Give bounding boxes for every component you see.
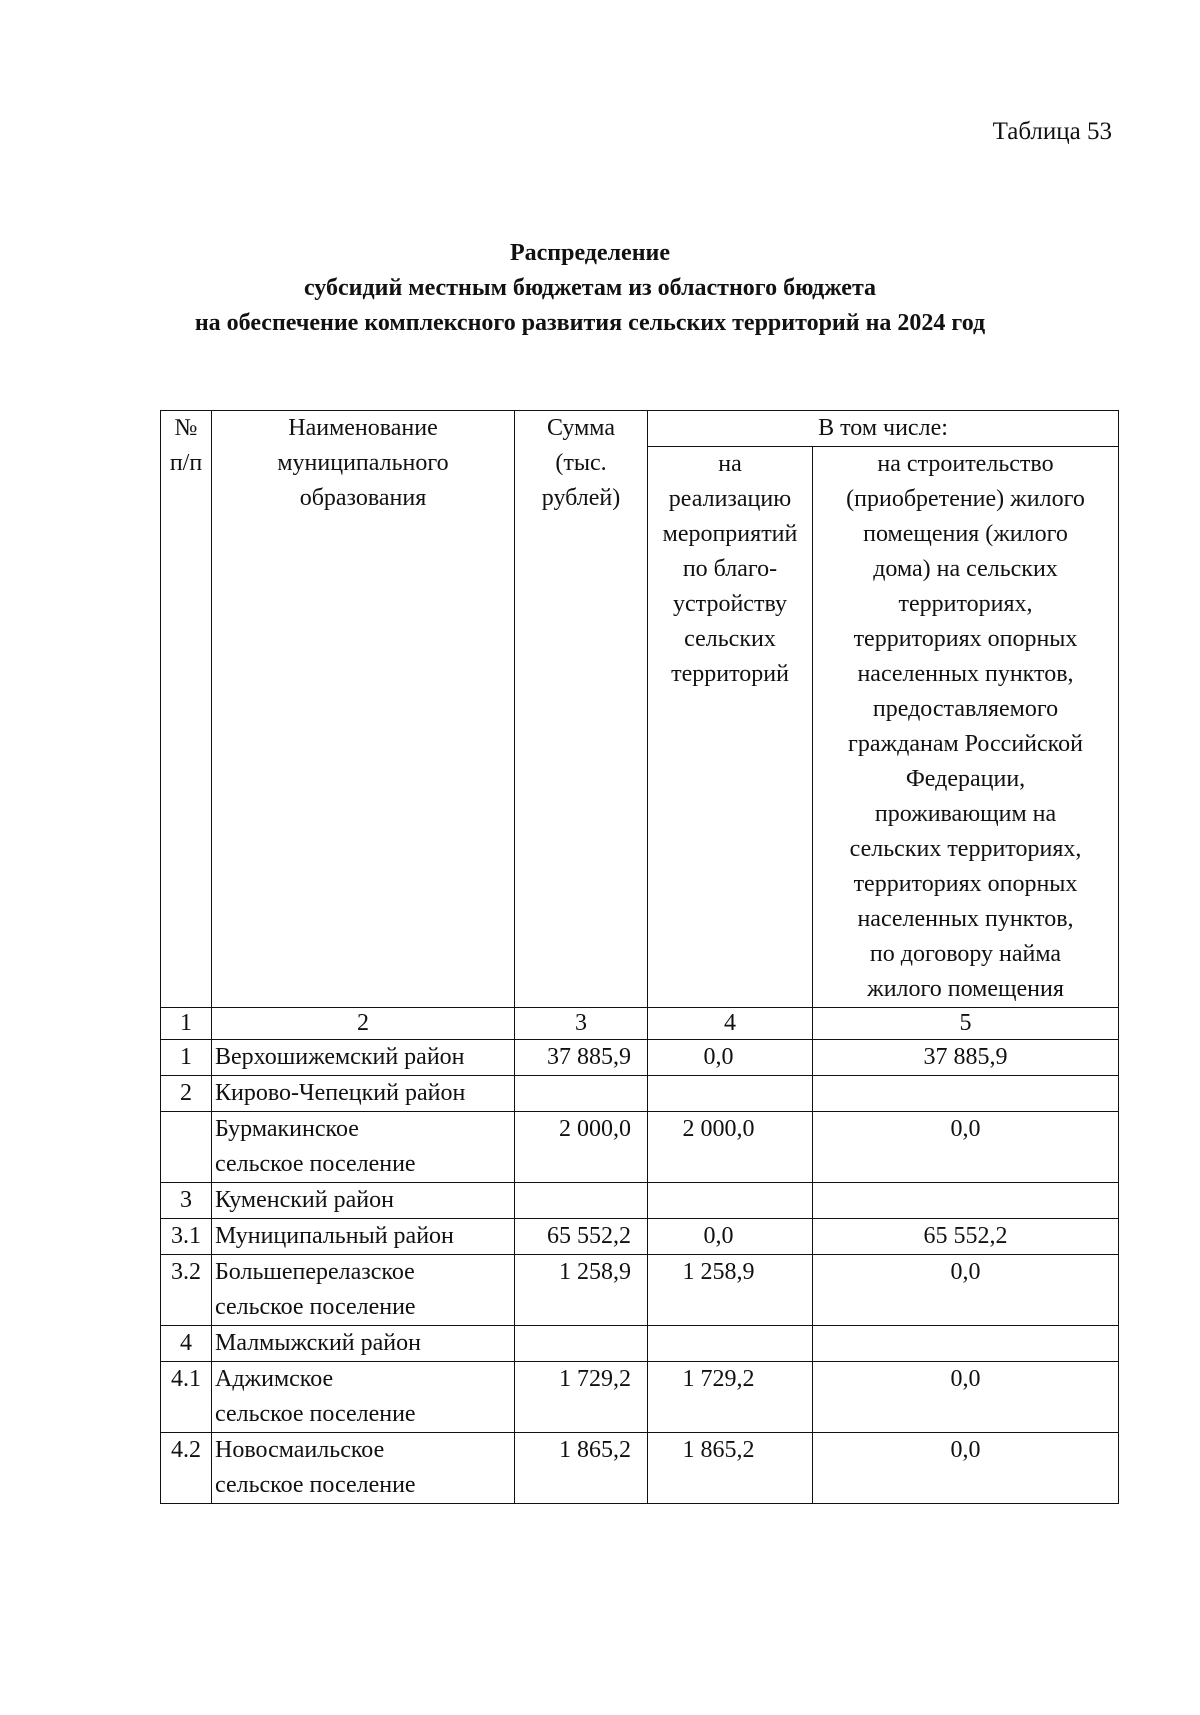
row-housing bbox=[813, 1326, 1119, 1362]
row-number: 4.2 bbox=[161, 1433, 212, 1504]
header-line: п/п bbox=[169, 450, 203, 476]
header-row-1 bbox=[161, 411, 1119, 447]
header-line: по договору найма bbox=[869, 941, 1062, 967]
row-name-line: Бурмакинское bbox=[215, 1116, 359, 1142]
row-sum: 1 865,2 bbox=[515, 1433, 648, 1504]
row-housing: 0,0 bbox=[813, 1112, 1119, 1183]
row-landscaping: 2 000,0 bbox=[648, 1112, 813, 1183]
header-col4 bbox=[648, 447, 813, 1008]
title-line-1: Распределение bbox=[509, 240, 671, 266]
header-line: территориях опорных bbox=[853, 871, 1078, 897]
row-sum: 1 729,2 bbox=[515, 1362, 648, 1433]
column-index-1: 1 bbox=[161, 1008, 212, 1040]
row-name-line: Большеперелазское bbox=[215, 1259, 415, 1285]
row-name-line: Новосмаильское bbox=[215, 1437, 385, 1463]
header-line: реализацию bbox=[668, 486, 792, 512]
header-line: № bbox=[174, 415, 198, 441]
title-line-3: на обеспечение комплексного развития сельских территорий на 2024 год bbox=[194, 310, 986, 336]
header-line: муниципального bbox=[277, 450, 449, 476]
header-num bbox=[161, 411, 212, 1008]
row-name-line: Муниципальный район bbox=[215, 1223, 454, 1249]
header-sum bbox=[515, 411, 648, 1008]
table-row bbox=[161, 1362, 1119, 1433]
row-number: 1 bbox=[161, 1040, 212, 1076]
row-sum: 2 000,0 bbox=[515, 1112, 648, 1183]
header-line: населенных пунктов, bbox=[857, 906, 1074, 932]
header-line: (тыс. bbox=[555, 450, 607, 476]
header-line: населенных пунктов, bbox=[857, 661, 1074, 687]
row-landscaping: 0,0 bbox=[648, 1040, 813, 1076]
header-including: В том числе: bbox=[648, 411, 1119, 447]
row-number: 3.1 bbox=[161, 1219, 212, 1255]
header-line: сельских bbox=[684, 626, 776, 652]
row-name-line: сельское поселение bbox=[215, 1472, 416, 1498]
table-row bbox=[161, 1326, 1119, 1362]
table-row bbox=[161, 1433, 1119, 1504]
row-name bbox=[212, 1219, 515, 1255]
table-number-label: Таблица 53 bbox=[992, 118, 1112, 145]
header-line: по благо- bbox=[682, 556, 778, 582]
row-sum: 65 552,2 bbox=[515, 1219, 648, 1255]
table-row bbox=[161, 1183, 1119, 1219]
table-row bbox=[161, 1219, 1119, 1255]
row-name bbox=[212, 1040, 515, 1076]
row-number: 3.2 bbox=[161, 1255, 212, 1326]
column-index-5: 5 bbox=[813, 1008, 1119, 1040]
header-line: мероприятий bbox=[662, 521, 798, 547]
header-line: Наименование bbox=[288, 415, 438, 441]
row-landscaping bbox=[648, 1183, 813, 1219]
table-row bbox=[161, 1112, 1119, 1183]
header-line: гражданам Российской bbox=[848, 731, 1083, 757]
row-name bbox=[212, 1326, 515, 1362]
row-sum: 1 258,9 bbox=[515, 1255, 648, 1326]
row-landscaping bbox=[648, 1326, 813, 1362]
row-name-line: сельское поселение bbox=[215, 1401, 416, 1427]
row-name-line: Куменский район bbox=[215, 1187, 394, 1213]
row-housing bbox=[813, 1183, 1119, 1219]
header-line: территорий bbox=[671, 661, 789, 687]
header-line: проживающим на bbox=[874, 801, 1057, 827]
row-name bbox=[212, 1362, 515, 1433]
column-index-row bbox=[161, 1008, 1119, 1040]
row-landscaping bbox=[648, 1076, 813, 1112]
row-landscaping: 1 865,2 bbox=[648, 1433, 813, 1504]
row-number bbox=[161, 1112, 212, 1183]
row-name bbox=[212, 1183, 515, 1219]
document-title bbox=[150, 236, 1030, 341]
row-housing: 37 885,9 bbox=[813, 1040, 1119, 1076]
row-landscaping: 0,0 bbox=[648, 1219, 813, 1255]
header-line: на строительство bbox=[877, 451, 1054, 477]
header-col5 bbox=[813, 447, 1119, 1008]
row-name-line: сельское поселение bbox=[215, 1294, 416, 1320]
row-number: 4 bbox=[161, 1326, 212, 1362]
header-line: (приобретение) жилого bbox=[846, 486, 1085, 512]
header-line: образования bbox=[299, 485, 427, 511]
title-line-2: субсидий местным бюджетам из областного бюджета bbox=[303, 275, 877, 301]
header-line: жилого помещения bbox=[867, 976, 1064, 1002]
header-line: сельских территориях, bbox=[849, 836, 1082, 862]
header-line: Федерации, bbox=[905, 766, 1026, 792]
row-name-line: Малмыжский район bbox=[215, 1330, 421, 1356]
table-row bbox=[161, 1255, 1119, 1326]
row-name bbox=[212, 1112, 515, 1183]
header-line: Сумма bbox=[547, 415, 615, 441]
row-number: 3 bbox=[161, 1183, 212, 1219]
column-index-3: 3 bbox=[515, 1008, 648, 1040]
row-landscaping: 1 729,2 bbox=[648, 1362, 813, 1433]
row-name bbox=[212, 1255, 515, 1326]
row-name-line: Аджимское bbox=[215, 1366, 334, 1392]
column-index-2: 2 bbox=[212, 1008, 515, 1040]
header-line: на bbox=[718, 451, 742, 477]
subsidy-table bbox=[160, 410, 1119, 1504]
row-name bbox=[212, 1433, 515, 1504]
header-line: дома) на сельских bbox=[873, 556, 1058, 582]
row-housing: 65 552,2 bbox=[813, 1219, 1119, 1255]
table-row bbox=[161, 1076, 1119, 1112]
row-landscaping: 1 258,9 bbox=[648, 1255, 813, 1326]
row-housing: 0,0 bbox=[813, 1433, 1119, 1504]
row-name-line: Верхошижемский район bbox=[215, 1044, 465, 1070]
header-line: территориях опорных bbox=[853, 626, 1078, 652]
column-index-4: 4 bbox=[648, 1008, 813, 1040]
row-number: 2 bbox=[161, 1076, 212, 1112]
row-sum bbox=[515, 1326, 648, 1362]
row-name-line: сельское поселение bbox=[215, 1151, 416, 1177]
row-sum bbox=[515, 1076, 648, 1112]
header-line: рублей) bbox=[541, 485, 621, 511]
header-line: предоставляемого bbox=[872, 696, 1059, 722]
row-sum bbox=[515, 1183, 648, 1219]
row-sum: 37 885,9 bbox=[515, 1040, 648, 1076]
row-name bbox=[212, 1076, 515, 1112]
table-row bbox=[161, 1040, 1119, 1076]
row-name-line: Кирово-Чепецкий район bbox=[215, 1080, 466, 1106]
row-housing: 0,0 bbox=[813, 1255, 1119, 1326]
header-line: территориях, bbox=[898, 591, 1033, 617]
row-housing bbox=[813, 1076, 1119, 1112]
header-line: устройству bbox=[673, 591, 787, 617]
row-housing: 0,0 bbox=[813, 1362, 1119, 1433]
header-line: помещения (жилого bbox=[863, 521, 1068, 547]
header-name bbox=[212, 411, 515, 1008]
row-number: 4.1 bbox=[161, 1362, 212, 1433]
